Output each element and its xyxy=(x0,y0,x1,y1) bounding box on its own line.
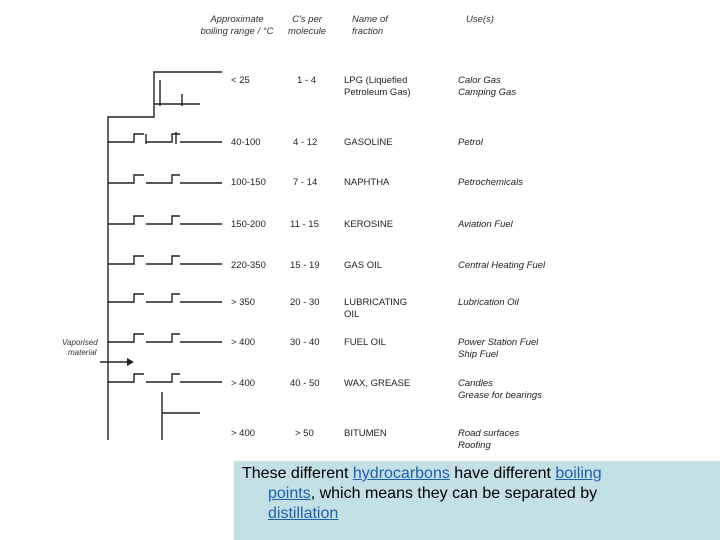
row-use: Aviation Fuel xyxy=(458,219,513,230)
tray-line xyxy=(146,216,180,224)
row-fraction: LUBRICATING OIL xyxy=(344,297,408,320)
row-fraction: GASOLINE xyxy=(344,137,393,148)
row-range: > 400 xyxy=(231,337,256,348)
header-carbon-count: C's per molecule xyxy=(287,14,327,37)
row-range: 150-200 xyxy=(231,219,266,230)
tray-line xyxy=(108,294,144,302)
column-top-outline xyxy=(108,72,222,440)
row-use: Road surfaces Roofing xyxy=(458,428,520,451)
tray-line xyxy=(146,256,180,264)
tray-line xyxy=(146,134,180,142)
caption-text: These different xyxy=(242,465,353,482)
row-fraction: KEROSINE xyxy=(344,219,394,230)
row-range: 100-150 xyxy=(231,177,266,188)
row-use: Central Heating Fuel xyxy=(458,260,546,271)
tray-line xyxy=(108,134,144,142)
column-right-wall xyxy=(162,392,200,440)
row-use: Power Station Fuel Ship Fuel xyxy=(458,337,539,360)
row-fraction: BITUMEN xyxy=(344,428,387,439)
tray-line xyxy=(146,294,180,302)
distillation-link[interactable]: distillation xyxy=(268,505,339,522)
caption-text: have different xyxy=(449,465,556,482)
row-carbons: 7 - 14 xyxy=(293,177,318,188)
row-range: 220-350 xyxy=(231,260,266,271)
row-use: Candles Grease for bearings xyxy=(458,378,542,401)
tray-line xyxy=(108,256,144,264)
row-carbons: 1 - 4 xyxy=(297,75,317,86)
row-use: Calor Gas Camping Gas xyxy=(458,75,517,98)
row-fraction: GAS OIL xyxy=(344,260,383,271)
row-carbons: 11 - 15 xyxy=(290,219,319,230)
tray-line xyxy=(146,374,180,382)
row-carbons: 20 - 30 xyxy=(290,297,320,308)
row-fraction: WAX, GREASE xyxy=(344,378,411,389)
tray-line xyxy=(146,80,182,144)
row-range: > 350 xyxy=(231,297,256,308)
row-carbons: 30 - 40 xyxy=(290,337,320,348)
header-uses: Use(s) xyxy=(466,14,494,25)
row-carbons: 15 - 19 xyxy=(290,260,320,271)
tray-line xyxy=(108,175,144,183)
caption-box xyxy=(234,461,720,540)
boiling-points-link[interactable]: points xyxy=(268,485,311,502)
row-fraction: FUEL OIL xyxy=(344,337,386,348)
row-carbons: > 50 xyxy=(295,428,314,439)
row-use: Petrol xyxy=(458,137,483,148)
tray-line xyxy=(146,175,180,183)
row-range: > 400 xyxy=(231,428,256,439)
column-trays xyxy=(108,80,222,382)
row-range: > 400 xyxy=(231,378,256,389)
row-range: 40-100 xyxy=(231,137,261,148)
row-use: Petrochemicals xyxy=(458,177,523,188)
row-fraction: NAPHTHA xyxy=(344,177,390,188)
row-range: < 25 xyxy=(231,75,250,86)
boiling-points-link[interactable]: boiling xyxy=(555,465,602,482)
row-use: Lubrication Oil xyxy=(458,297,519,308)
hydrocarbons-link[interactable]: hydrocarbons xyxy=(352,465,450,482)
header-fraction-name: Name of fraction xyxy=(352,14,388,37)
caption-text: , which means they can be separated by xyxy=(310,485,598,502)
header-boiling-range: Approximate boiling range / °C xyxy=(200,14,274,37)
tray-line xyxy=(108,374,144,382)
row-fraction: LPG (Liquefied Petroleum Gas) xyxy=(344,75,411,98)
row-carbons: 40 - 50 xyxy=(290,378,320,389)
tray-line xyxy=(146,334,180,342)
tray-line xyxy=(108,216,144,224)
vaporised-material-label: Vaporised material xyxy=(62,338,98,357)
tray-line xyxy=(108,334,144,342)
vapour-inlet-arrowhead xyxy=(127,358,134,366)
row-carbons: 4 - 12 xyxy=(293,137,318,148)
